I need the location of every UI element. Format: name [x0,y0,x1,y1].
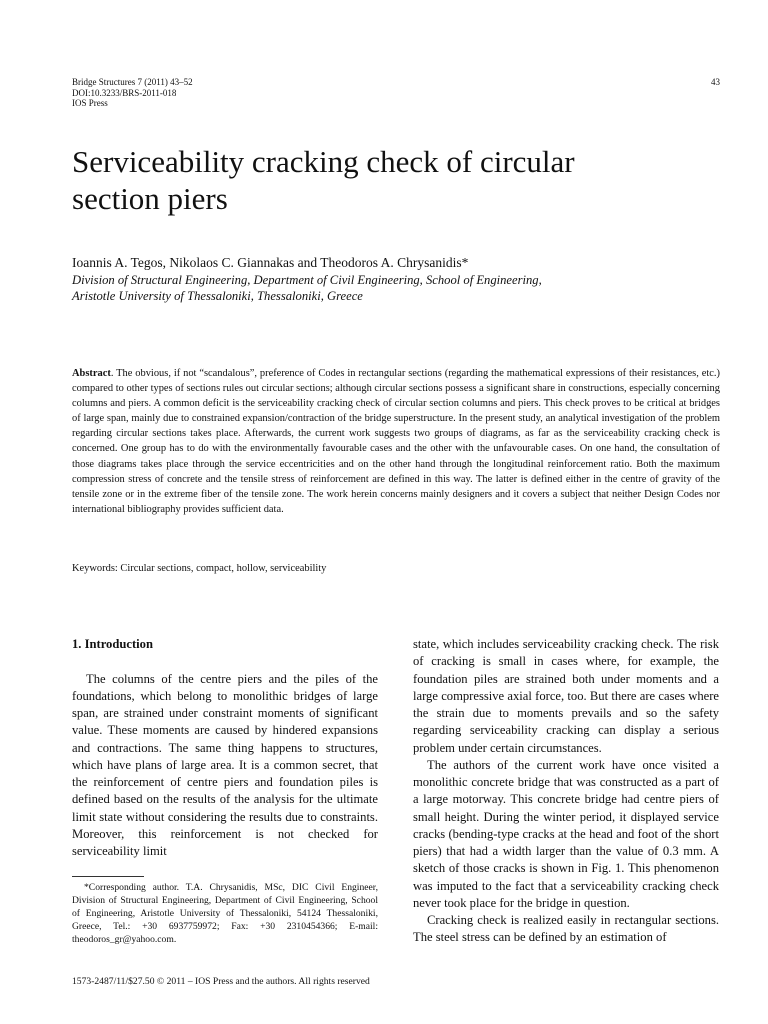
abstract [72,366,720,517]
affiliation-line-2: Aristotle University of Thessaloniki, Thessaloniki, Greece [72,289,363,303]
page-number: 43 [711,77,720,87]
author-list: Ioannis A. Tegos, Nikolaos C. Giannakas and Theodoros A. Chrysanidis* [72,255,469,270]
abstract-label: Abstract [72,368,111,379]
copyright-footer: 1573-2487/11/$27.50 © 2011 – IOS Press and the authors. All rights reserved [72,976,370,987]
doi-line: DOI:10.3233/BRS-2011-018 [72,87,177,98]
paper-title [72,143,712,217]
column-right [413,636,719,947]
body-paragraph: The columns of the centre piers and the piles of the foundations, which belong to monolithic bridges of large span, are strained under constraint moments of significant value. These moments are caused by hindered expansions and contractions. The same thing happens to structures, which have plans of large area. It is a common secret, that the reinforcement of centre piers and foundation piles is defined based on the results of the analysis for the ultimate limit state without considering the results due to constraints. Moreover, this reinforcement is not checked for serviceability limit [72,671,378,858]
body-paragraph: Cracking check is realized easily in rectangular sections. The steel stress can be defined by an estimation of [413,913,719,945]
section-heading: 1. Introduction [72,637,153,651]
body-paragraph: The authors of the current work have once visited a monolithic concrete bridge that was constructed as a part of a large motorway. This concrete bridge had centre piers of small height. During the winter period, it displayed service cracks (bending-type cracks at the head and foot of the short piers) that had a width larger than the value of 0.3 mm. A sketch of those cracks is shown in Fig. 1. This phenomenon was imputed to the fact that a serviceability cracking check never took place for the bridge in question. [413,757,719,910]
footnote: *Corresponding author. T.A. Chrysanidis, MSc, DIC Civil Engineer, Division of Structural Engineering, Department of Civil Engineering, School of Engineering, Aristotle University of Thessaloniki, 54124 Thessaloniki, Greece, Tel.: +30 6937759972; Fax: +30 2310454366; E-mail: theodoros_gr@yahoo.com. [72,882,378,945]
abstract-text: . The obvious, if not “scandalous”, preference of Codes in rectangular sections (regarding the mathematical expressions of their resistances, etc.) compared to other types of sections rules out circular sections; although circular sections possess a significant share in constructions, especially concerning columns and piers. A common deficit is the serviceability cracking check of circular section columns and piers. This check proves to be critical at bridges of large span, mainly due to constrained expansion/contraction of the bridge superstructure. In the present study, an analytical investigation of the problem regarding circular sections takes place. Afterwards, the current work suggests two groups of diagrams, as far as the serviceability cracking check is concerned. One group has to do with the environmentally favourable cases and the other with the unfavourable cases. On one hand, the consultation of those diagrams takes place through the service eccentricities and on the other hand through the longitudinal reinforcement ratio. Both the maximum compression stress of concrete and the tensile stress of reinforcement are defined in this way. The latter is defined either in the centre of gravity of the tensile zone or in the extreme fiber of the tensile zone. The work herein concerns mainly designers and it covers a subject that neither Design Codes nor international bibliography provides sufficient data. [72,368,720,515]
column-left [72,636,378,860]
journal-meta [72,77,193,109]
affiliation-line-1: Division of Structural Engineering, Department of Civil Engineering, School of Engineering, [72,273,542,287]
journal-line: Bridge Structures 7 (2011) 43–52 [72,77,193,87]
publisher-line: IOS Press [72,98,108,108]
title-line-2: section piers [72,181,228,216]
keywords: Keywords: Circular sections, compact, hollow, serviceability [72,563,327,574]
body-paragraph-continued: state, which includes serviceability cracking check. The risk of cracking is small in cases where, for example, the foundation piles are strained both under moments and a large compressive axial force, too. But there are cases where the strain due to moments prevails and so the safety regarding serviceability cracking can display a serious problem under certain circumstances. [413,637,719,755]
footnote-divider [72,876,144,877]
title-line-1: Serviceability cracking check of circular [72,144,575,179]
affiliation [72,272,712,304]
